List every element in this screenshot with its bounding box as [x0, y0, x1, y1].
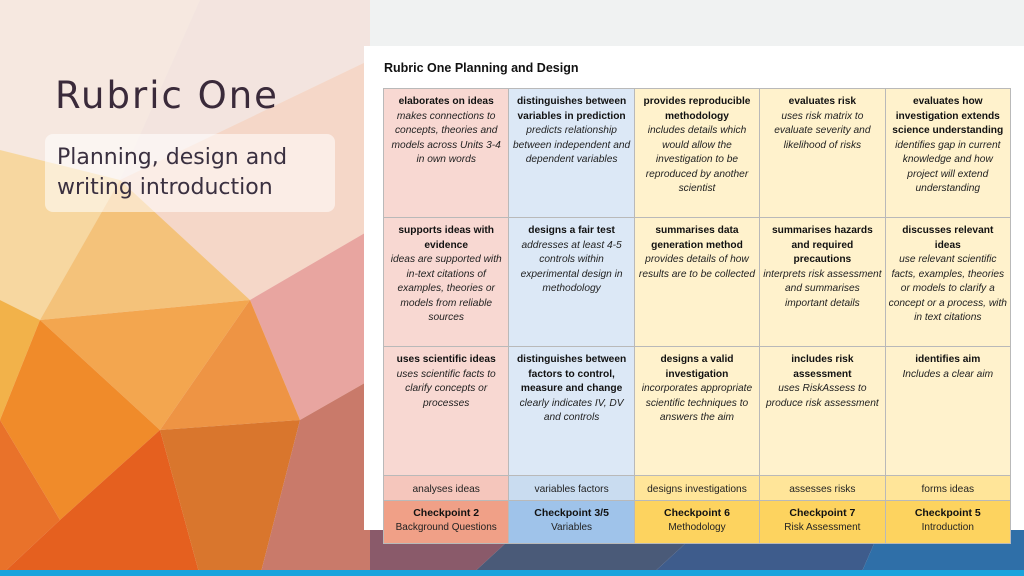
criterion-heading: distinguishes between variables in prediction [516, 96, 627, 122]
rubric-cell [760, 347, 885, 476]
checkpoint-cell [384, 501, 509, 544]
criterion-detail: ideas are supported with in-text citations of examples, theories or models from reliable sources [390, 254, 502, 323]
criterion-heading: distinguishes between factors to control, measure and change [516, 354, 627, 394]
skills-row [384, 476, 1011, 501]
criterion-detail: uses risk matrix to evaluate severity and likelihood of risks [774, 110, 871, 151]
rubric-cell [634, 218, 759, 347]
skill-label: analyses ideas [384, 476, 509, 501]
criterion-detail: makes connections to concepts, theories and models across Units 3-4 in own words [391, 110, 501, 165]
criterion-heading: summarises hazards and required precautions [771, 225, 873, 265]
criterion-detail: provides details of how results are to be collected [638, 254, 756, 280]
criterion-heading: identifies aim [915, 354, 981, 365]
rubric-table [383, 88, 1011, 544]
checkpoint-cell [509, 501, 634, 544]
criterion-detail: clearly indicates IV, DV and controls [519, 397, 624, 423]
rubric-cell [885, 218, 1010, 347]
skill-label: forms ideas [885, 476, 1010, 501]
criterion-detail: incorporates appropriate scientific techniques to answers the aim [641, 383, 753, 423]
checkpoint-title: Checkpoint 5 [914, 507, 981, 519]
checkpoint-cell [760, 501, 885, 544]
rubric-document [364, 46, 1024, 533]
criterion-detail: identifies gap in current knowledge and how project will extend understanding [895, 139, 1001, 194]
criterion-heading: designs a fair test [528, 225, 615, 236]
checkpoint-title: Checkpoint 2 [413, 507, 480, 519]
checkpoint-title: Checkpoint 6 [664, 507, 730, 519]
rubric-cell [760, 89, 885, 218]
rubric-cell [509, 347, 634, 476]
skill-label: assesses risks [760, 476, 885, 501]
checkpoint-cell [885, 501, 1010, 544]
rubric-cell [509, 89, 634, 218]
skill-label: designs investigations [634, 476, 759, 501]
criterion-heading: elaborates on ideas [398, 96, 494, 107]
criterion-heading: includes risk assessment [791, 354, 854, 380]
rubric-cell [384, 347, 509, 476]
rubric-row [384, 89, 1011, 218]
criterion-detail: use relevant scientific facts, examples, theories or models to clarify a concept or a process, with in text citations [888, 254, 1007, 323]
criterion-heading: provides reproducible methodology [643, 96, 751, 122]
criterion-detail: predicts relationship between independent and dependent variables [512, 125, 631, 165]
criterion-heading: designs a valid investigation [660, 354, 734, 380]
checkpoint-subtitle: Introduction [921, 521, 974, 533]
criterion-heading: discusses relevant ideas [902, 225, 994, 251]
slide-title: Rubric One [55, 74, 279, 117]
slide-subtitle: Planning, design and writing introduction [57, 145, 288, 200]
rubric-cell [384, 218, 509, 347]
checkpoint-subtitle: Variables [551, 521, 593, 533]
criterion-detail: uses scientific facts to clarify concepts or processes [396, 368, 496, 409]
criterion-heading: supports ideas with evidence [398, 225, 495, 251]
criterion-detail: Includes a clear aim [902, 368, 994, 380]
criterion-detail: includes details which would allow the investigation to be reproduced by another scientist [645, 125, 749, 194]
skill-label: variables factors [509, 476, 634, 501]
rubric-cell [760, 218, 885, 347]
document-title: Rubric One Planning and Design [384, 61, 579, 75]
checkpoints-row [384, 501, 1011, 544]
checkpoint-title: Checkpoint 7 [789, 507, 856, 519]
checkpoint-title: Checkpoint 3/5 [534, 507, 609, 519]
criterion-heading: uses scientific ideas [396, 354, 496, 365]
rubric-row [384, 218, 1011, 347]
rubric-cell [634, 347, 759, 476]
checkpoint-subtitle: Methodology [668, 521, 726, 533]
bottom-accent-bar [0, 570, 1024, 576]
rubric-row [384, 347, 1011, 476]
rubric-cell [634, 89, 759, 218]
rubric-cell [885, 347, 1010, 476]
rubric-cell [384, 89, 509, 218]
criterion-detail: uses RiskAssess to produce risk assessment [766, 383, 879, 409]
rubric-cell [885, 89, 1010, 218]
criterion-heading: evaluates risk [788, 96, 857, 107]
checkpoint-subtitle: Background Questions [395, 521, 497, 533]
criterion-heading: summarises data generation method [651, 225, 743, 251]
checkpoint-cell [634, 501, 759, 544]
checkpoint-subtitle: Risk Assessment [784, 521, 861, 533]
criterion-detail: addresses at least 4-5 controls within experimental design in methodology [520, 239, 623, 294]
criterion-heading: evaluates how investigation extends science understanding [892, 96, 1004, 136]
criterion-detail: interprets risk assessment and summarises important details [763, 268, 882, 309]
rubric-cell [509, 218, 634, 347]
